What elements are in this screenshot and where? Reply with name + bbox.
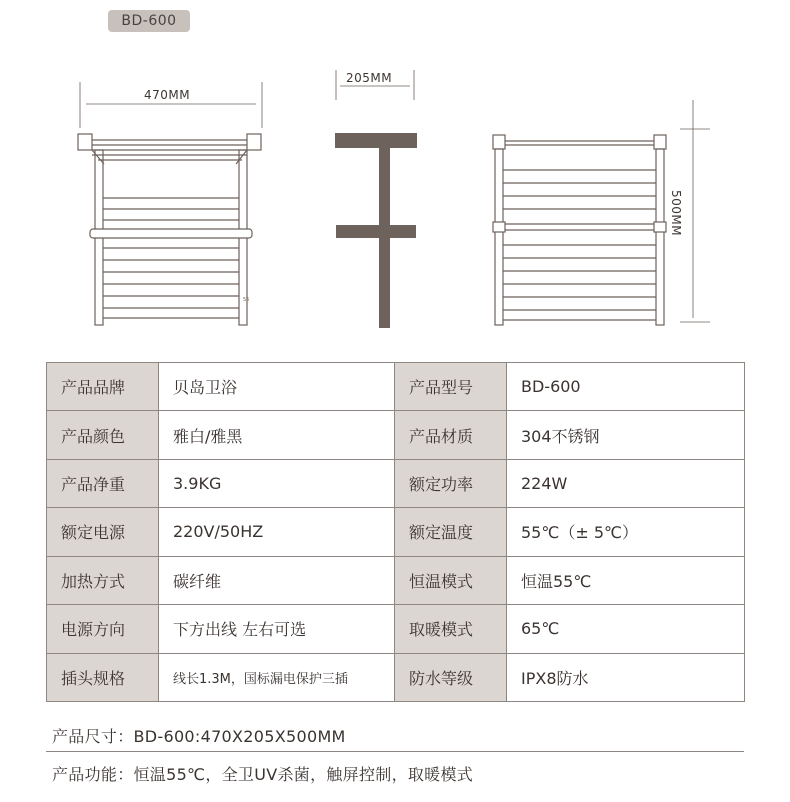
size-note: 产品尺寸：BD-600:470X205X500MM <box>52 727 346 746</box>
spec-value: BD-600 <box>507 363 745 411</box>
width-dimension-label: 470MM <box>144 88 191 102</box>
spec-label: 产品净重 <box>47 459 159 507</box>
table-row <box>47 363 745 411</box>
spec-value: 线长1.3M，国标漏电保护三插 <box>159 653 395 701</box>
table-row <box>47 411 745 459</box>
spec-value: 224W <box>507 459 745 507</box>
spec-value: 304不锈钢 <box>507 411 745 459</box>
table-row <box>47 605 745 653</box>
table-row <box>47 653 745 701</box>
spec-value: 65℃ <box>507 605 745 653</box>
divider <box>46 751 744 752</box>
spec-value: 3.9KG <box>159 459 395 507</box>
spec-label: 防水等级 <box>395 653 507 701</box>
spec-value: 碳纤维 <box>159 556 395 604</box>
table-row <box>47 508 745 556</box>
depth-dimension-label: 205MM <box>346 71 393 85</box>
spec-table <box>46 362 745 702</box>
spec-label: 产品材质 <box>395 411 507 459</box>
spec-label: 取暖模式 <box>395 605 507 653</box>
model-badge: BD-600 <box>108 10 190 32</box>
product-mini-label: 55 <box>243 297 250 303</box>
spec-value: 55℃（± 5℃） <box>507 508 745 556</box>
spec-label: 产品品牌 <box>47 363 159 411</box>
spec-label: 额定电源 <box>47 508 159 556</box>
spec-label: 额定温度 <box>395 508 507 556</box>
height-dimension-label: 500MM <box>669 190 683 237</box>
front-view <box>78 82 262 325</box>
function-note: 产品功能：恒温55℃，全卫UV杀菌，触屏控制，取暖模式 <box>52 765 474 784</box>
side-view <box>335 70 417 328</box>
spec-value: 贝岛卫浴 <box>159 363 395 411</box>
spec-label: 产品型号 <box>395 363 507 411</box>
spec-label: 插头规格 <box>47 653 159 701</box>
product-dimension-drawing <box>0 0 790 340</box>
spec-value: 恒温55℃ <box>507 556 745 604</box>
spec-label: 额定功率 <box>395 459 507 507</box>
spec-value: 下方出线 左右可选 <box>159 605 395 653</box>
spec-value: 雅白/雅黑 <box>159 411 395 459</box>
spec-value: IPX8防水 <box>507 653 745 701</box>
spec-label: 电源方向 <box>47 605 159 653</box>
spec-value: 220V/50HZ <box>159 508 395 556</box>
table-row <box>47 556 745 604</box>
spec-label: 产品颜色 <box>47 411 159 459</box>
spec-label: 恒温模式 <box>395 556 507 604</box>
spec-label: 加热方式 <box>47 556 159 604</box>
table-row <box>47 459 745 507</box>
